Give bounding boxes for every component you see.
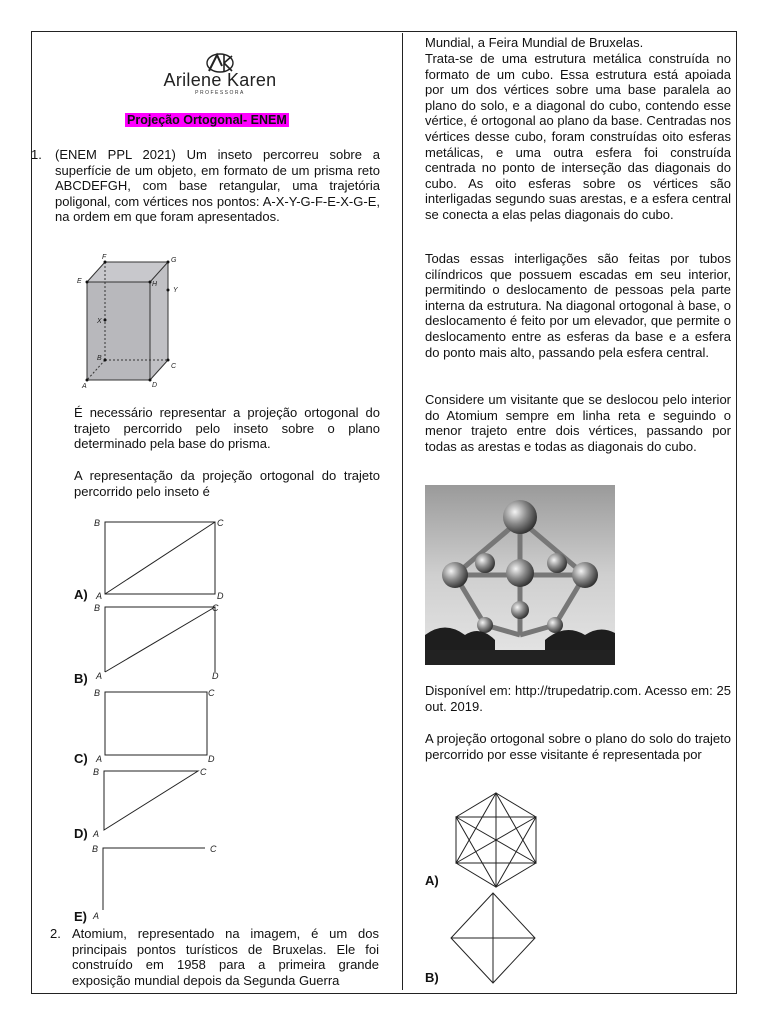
- q1-option-c-figure: [90, 685, 240, 765]
- vertex-a: A: [96, 754, 103, 764]
- page-title: Projeção Ortogonal- ENEM: [127, 113, 287, 127]
- logo-name: Arilene Karen: [163, 70, 277, 90]
- q2-number: 2.: [50, 926, 61, 941]
- q1-option-b-label: B): [74, 671, 88, 686]
- q2-text-right-1: Mundial, a Feira Mundial de Bruxelas.: [425, 35, 644, 50]
- vertex-d: D: [212, 671, 219, 680]
- vertex-c: C: [208, 688, 215, 698]
- prism-label-g: G: [171, 257, 177, 264]
- q2-option-a-figure: [448, 790, 548, 890]
- q1-option-a-figure: [90, 515, 240, 601]
- vertex-b: B: [92, 844, 99, 854]
- q2-text-right-5: A projeção ortogonal sobre o plano do solo do trajeto percorrido por esse visitante é representada por: [425, 731, 731, 762]
- q2-statement-left: Atomium, representado na imagem, é um dos principais pontos turísticos de Bruxelas. Ele foi construído em 1958 para a primeira grande exposição mundial depois da Segunda Guerra: [72, 926, 379, 988]
- q1-text-2: É necessário representar a projeção ortogonal do trajeto percorrido pelo inseto sobre o plano determinado pela base do prisma.: [74, 405, 380, 452]
- vertex-c: C: [217, 518, 224, 528]
- q1-text-3: A representação da projeção ortogonal do trajeto percorrido pelo inseto é: [74, 468, 380, 499]
- prism-figure: [75, 252, 195, 392]
- q2-option-a-label: A): [425, 873, 439, 888]
- prism-label-c: C: [171, 363, 177, 370]
- q1-option-b-figure: [90, 600, 240, 680]
- q1-option-e-figure: [90, 840, 240, 925]
- prism-label-a: A: [82, 383, 87, 390]
- prism-label-f: F: [102, 254, 107, 261]
- q1-option-c-label: C): [74, 751, 88, 766]
- q1-option-a-label: A): [74, 587, 88, 602]
- prism-label-b: B: [97, 355, 102, 362]
- prism-label-y: Y: [173, 287, 178, 294]
- vertex-a: A: [96, 671, 103, 680]
- prism-label-e: E: [77, 278, 82, 285]
- prism-label-d: D: [152, 382, 158, 389]
- column-divider: [402, 33, 403, 990]
- vertex-b: B: [94, 603, 101, 613]
- vertex-d: D: [217, 591, 224, 601]
- vertex-b: B: [94, 688, 101, 698]
- vertex-c: C: [200, 767, 207, 777]
- vertex-c: C: [212, 603, 219, 613]
- q2-text-right-2: Trata-se de uma estrutura metálica construída no formato de um cubo. Essa estrutura está apoiada por um dos vértices sobre uma base paralela ao plano do solo, e a diagonal do cubo, contendo esse vértice, é ortogonal ao plano da base. Centradas nos vértices desse cubo, foram construídas oito esferas metálicas, e uma outra esfera foi construída centrada no ponto de interseção das diagonais do cubo. As oito esferas sobre os vértices são interligadas segundo suas arestas, e a esfera central se conecta a elas pelas diagonais do cubo.: [425, 51, 731, 222]
- q1-option-d-figure: [90, 765, 240, 845]
- q2-option-b-figure: [448, 890, 548, 990]
- logo-subtitle: PROFESSORA: [195, 90, 245, 96]
- q1-statement: (ENEM PPL 2021) Um inseto percorreu sobre a superfície de um objeto, em formato de um prisma reto ABCDEFGH, com base retangular, uma trajetória poligonal, com vértices nos pontos: A-X-Y-G-F-E-X-G-E, na ordem em que foram apresentados.: [55, 147, 380, 225]
- vertex-a: A: [93, 829, 100, 839]
- q1-number: 1.: [31, 147, 42, 162]
- q1-option-e-label: E): [74, 909, 87, 924]
- prism-label-x: X: [97, 318, 102, 325]
- vertex-a: A: [96, 591, 103, 601]
- q2-option-b-label: B): [425, 970, 439, 985]
- q2-source: Disponível em: http://trupedatrip.com. Acesso em: 25 out. 2019.: [425, 683, 731, 714]
- q2-text-right-4: Considere um visitante que se deslocou pelo interior do Atomium sempre em linha reta e seguindo o menor trajeto entre dois vértices, passando por todas as arestas e todas as diagonais do cubo.: [425, 392, 731, 454]
- logo: [150, 52, 290, 94]
- vertex-a: A: [93, 911, 100, 921]
- q2-text-right-3: Todas essas interligações são feitas por tubos cilíndricos que possuem escadas em seu interior, permitindo o deslocamento de pessoas pela parte interna da estrutura. Na diagonal ortogonal à base, o deslocamento é feito por um elevador, que permite o deslocamento entre as esferas da base e a esfera do ponto mais alto, passando pela esfera central.: [425, 251, 731, 360]
- vertex-d: D: [208, 754, 215, 764]
- vertex-c: C: [210, 844, 217, 854]
- vertex-b: B: [94, 518, 101, 528]
- prism-label-h: H: [152, 281, 158, 288]
- vertex-b: B: [93, 767, 100, 777]
- atomium-photo: [425, 485, 615, 665]
- q1-option-d-label: D): [74, 826, 88, 841]
